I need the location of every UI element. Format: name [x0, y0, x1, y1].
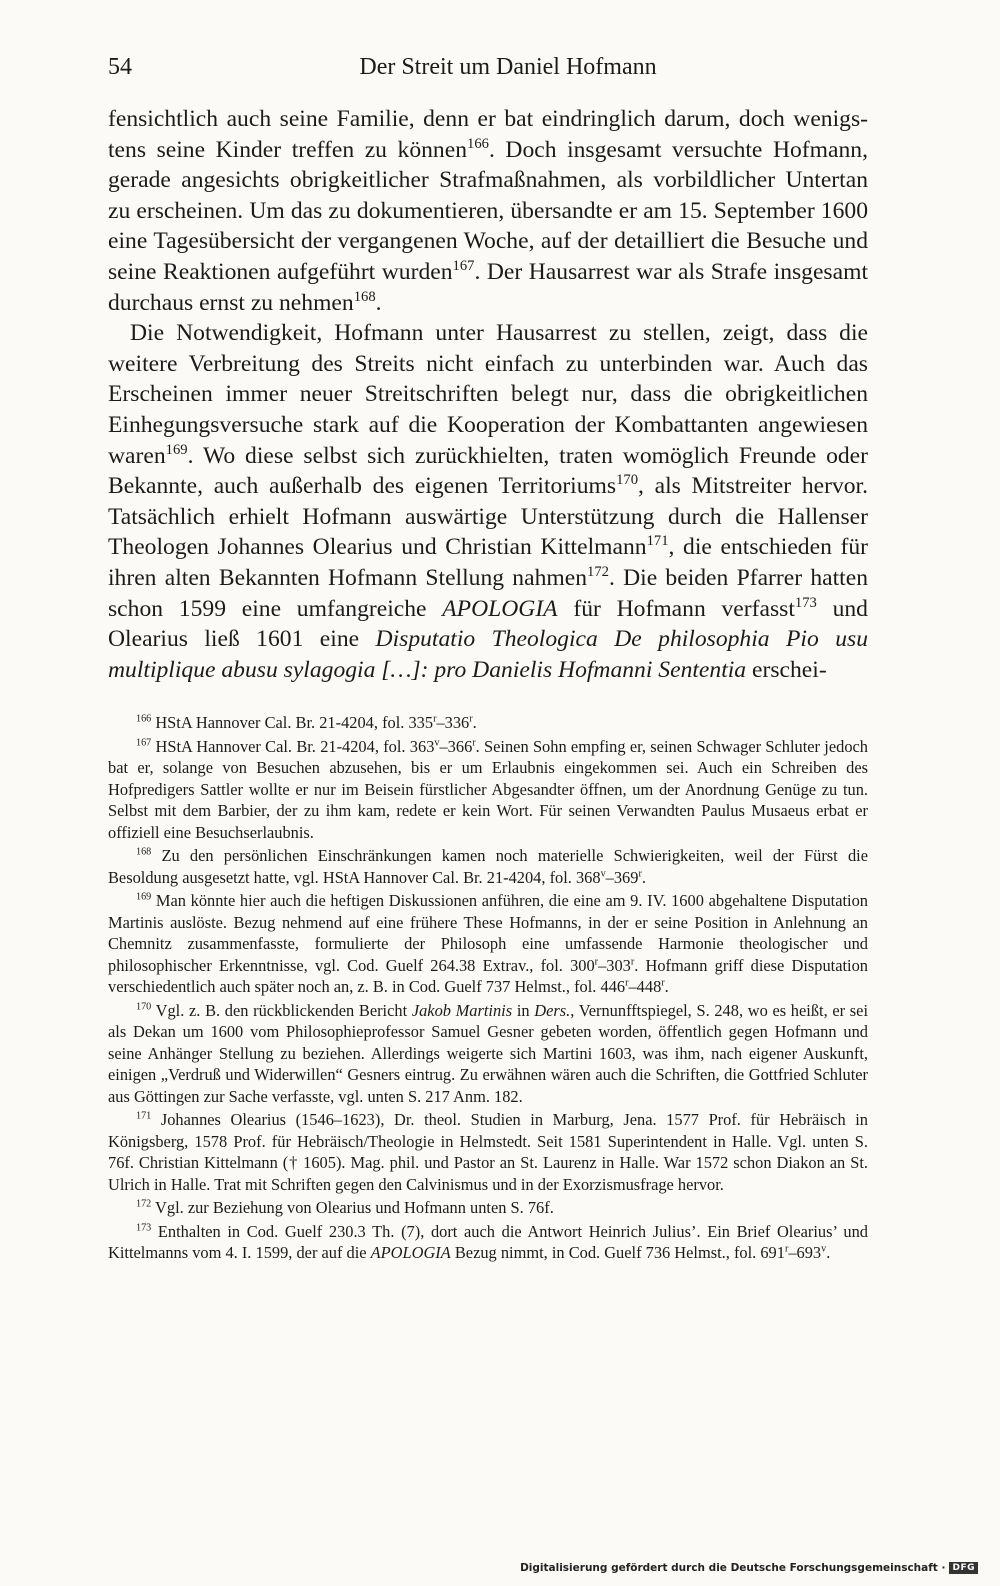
main-text — [108, 104, 868, 685]
footnote-173: $^{173}$ Enthalten in Cod. Guelf 230.3 Th. (7), dort auch die Antwort Heinrich Julius’. Ein Brief Olearius’ und Kittelmanns vom 4. I. 1599, der auf die APOLOGIA Bezug nimmt, in Cod. Guelf 736 Helmst., fol. 691$^r$–693$^v$. — [108, 1221, 868, 1262]
page-header — [108, 52, 868, 82]
footnote-ref[interactable]: 168 — [353, 288, 376, 305]
footnote-171: $^{171}$ Johannes Olearius (1546–1623), Dr. theol. Studien in Marburg, Jena. 1577 Prof. für Hebräisch in Königsberg, 1578 Prof. für Hebräisch/Theologie in Helmstedt. Seit 1581 Superintendent in Halle. Vgl. unten S. 76f. Christian Kittelmann († 1605). Mag. phil. und Pastor an St. Laurenz in Halle. War 1572 schon Diakon an St. Ulrich in Halle. Trat mit Schriften gegen den Calvinismus und in der Exorzismusfrage hervor. — [108, 1110, 868, 1194]
footnote-ref[interactable]: 171 — [646, 533, 669, 550]
footnotes — [108, 712, 868, 1266]
italic-title: APOLOGIA — [442, 595, 558, 622]
paragraph-1: fensichtlich auch seine Familie, denn er bat eindringlich darum, doch wenigstens seine Kinder treffen zu können$^{166}$. Doch insgesamt versuchte Hofmann, gerade angesichts obrigkeitlicher Strafmaßnahmen, als vorbildlicher Untertan zu erscheinen. Um das zu dokumentieren, übersandte er am 15. September 1600 eine Tagesübersicht der vergangenen Woche, auf der detailliert die Besuche und seine Reaktionen aufgeführt wurden$^{167}$. Der Hausarrest war als Strafe insgesamt durchaus ernst zu nehmen$^{168}$. — [108, 106, 868, 316]
dfg-logo-icon: DFG — [949, 1562, 978, 1574]
running-title: Der Streit um Daniel Hofmann — [359, 54, 657, 80]
footnote-ref[interactable]: 169 — [165, 441, 188, 458]
footnote-169: $^{169}$ Man könnte hier auch die heftigen Diskussionen anführen, die eine am 9. IV. 1600 abgehaltene Disputation Martinis auslöste. Bezug nehmend auf eine frühere These Hofmanns, in der er seine Position in Anlehnung an Chemnitz zusammenfasste, formulierte der Philosoph eine umfassende Harmonie theologischer und philosophischer Erkenntnisse, vgl. Cod. Guelf 264.38 Extrav., fol. 300$^r$–303$^r$. Hofmann griff diese Disputation verschiedentlich auch später noch an, z. B. in Cod. Guelf 737 Helmst., fol. 446$^r$–448$^r$. — [108, 891, 869, 996]
footnote-ref[interactable]: 167 — [452, 258, 475, 275]
footnote-ref[interactable]: 173 — [794, 594, 817, 611]
footnote-ref[interactable]: 172 — [587, 564, 609, 581]
footnote-167: $^{167}$ HStA Hannover Cal. Br. 21-4204, fol. 363$^v$–366$^r$. Seinen Sohn empfing er, seinen Schwager Schluter jedoch bat er, solange von Besuchen abzusehen, bis er um Erlaubnis eingekommen sei. Auch ein Schreiben des Hofpredigers Sattler wollte er nur im Beisein fürstlicher Abgesandter öffnen, um der Anordnung Genüge zu tun. Selbst mit dem Barbier, der zu ihm kam, redete er kein Wort. Für seinen Verwandten Paulus Musaeus erbat er offiziell eine Besuchserlaubnis. — [108, 736, 868, 842]
footnote-172: $^{172}$ Vgl. zur Beziehung von Olearius und Hofmann unten S. 76f. — [136, 1198, 554, 1217]
footnote-166: $^{166}$ HStA Hannover Cal. Br. 21-4204, fol. 335$^r$–336$^r$. — [136, 713, 477, 732]
footnote-ref[interactable]: 166 — [467, 135, 489, 152]
footer-text: Digitalisierung gefördert durch die Deutsche Forschungsgemeinschaft · — [520, 1562, 946, 1574]
italic-title: Disputatio Theologica De philosophia Pio usu multiplique abusu sylagogia […]: pro Danielis Hofmanni Sententia — [108, 626, 868, 683]
paragraph-2: Die Notwendigkeit, Hofmann unter Hausarrest zu stellen, zeigt, dass die weitere Verbreitung des Streits nicht einfach zu unterbinden war. Auch das Erscheinen immer neuer Streitschriften belegt nur, dass die obrigkeitlichen Einhegungsversuche stark auf die Kooperation der Kombattanten angewiesen waren$^{169}$. Wo diese selbst sich zurückhielten, traten womöglich Freunde oder Bekannte, auch außerhalb des eigenen Territoriums$^{170}$, als Mitstreiter hervor. Tatsächlich erhielt Hofmann auswärtige Unterstützung durch die Hallenser Theologen Johannes Olearius und Christian Kittelmann$^{171}$, die entschieden für ihren alten Bekannten Hofmann Stellung nahmen$^{172}$. Die beiden Pfarrer hatten schon 1599 eine umfangreiche APOLOGIA für Hofmann verfasst$^{173}$ und Olearius ließ 1601 eine Disputatio Theologica De philosophia Pio usu multiplique abusu sylagogia […]: pro Danielis Hofmanni Sententia erschei- — [108, 320, 869, 683]
footnote-ref[interactable]: 170 — [616, 472, 638, 489]
page-number: 54 — [108, 54, 132, 80]
footnote-168: $^{168}$ Zu den persönlichen Einschränkungen kamen noch materielle Schwierigkeiten, weil der Fürst die Besoldung ausgesetzt hatte, vgl. HStA Hannover Cal. Br. 21-4204, fol. 368$^v$–369$^r$. — [108, 846, 868, 887]
footnote-170: $^{170}$ Vgl. z. B. den rückblickenden Bericht Jakob Martinis in Ders., Vernunfftspiegel, S. 248, wo es heißt, er sei als Dekan um 1600 vom Philosophieprofessor Samuel Gesner gebeten worden, öffentlich gegen Hofmann und seine Anhänger Stellung zu beziehen. Allerdings weigerte sich Martini 1603, was ihm, nach eigener Auskunft, einigen „Verdruß und Widerwillen“ Gesners eintrug. Zu erwähnen wären auch die Schriften, die Gottfried Schluter aus Göttingen zur Sache verfasste, vgl. unten S. 217 Anm. 182. — [108, 1000, 868, 1106]
digitization-footer — [520, 1558, 978, 1578]
